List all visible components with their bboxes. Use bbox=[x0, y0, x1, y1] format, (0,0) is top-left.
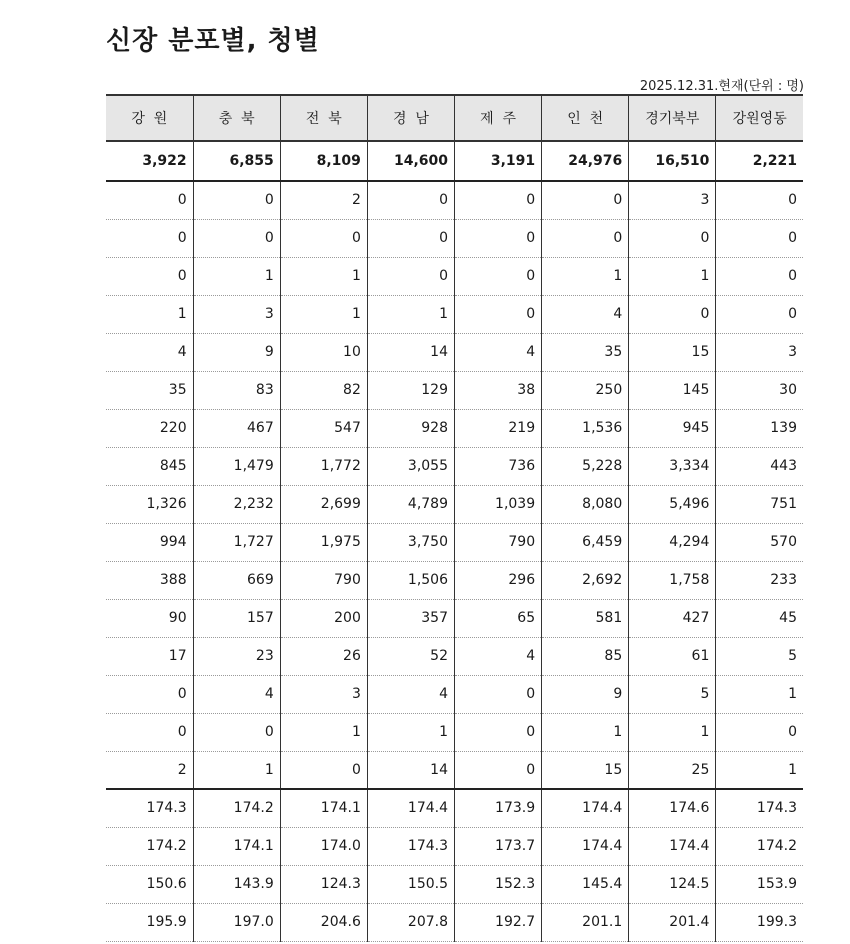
table-cell: 296 bbox=[455, 561, 542, 599]
column-header: 전 북 bbox=[280, 95, 367, 141]
column-header: 강원영동 bbox=[716, 95, 803, 141]
table-row bbox=[106, 371, 803, 409]
table-cell: 35 bbox=[106, 371, 193, 409]
stats-row bbox=[106, 903, 803, 941]
page-title: 신장 분포별, 청별 bbox=[106, 26, 320, 56]
table-row bbox=[106, 257, 803, 295]
table-cell: 0 bbox=[455, 751, 542, 789]
table-cell: 6,855 bbox=[193, 141, 280, 181]
table-cell: 45 bbox=[716, 599, 803, 637]
table-cell: 129 bbox=[367, 371, 454, 409]
table-cell: 0 bbox=[106, 219, 193, 257]
table-cell: 174.3 bbox=[106, 789, 193, 827]
table-cell: 4,789 bbox=[367, 485, 454, 523]
table-cell: 197.0 bbox=[193, 903, 280, 941]
table-cell: 5 bbox=[716, 637, 803, 675]
table-cell: 0 bbox=[455, 675, 542, 713]
table-cell: 0 bbox=[193, 713, 280, 751]
table-cell: 139 bbox=[716, 409, 803, 447]
table-cell: 6,459 bbox=[542, 523, 629, 561]
table-cell: 150.5 bbox=[367, 865, 454, 903]
table-cell: 124.3 bbox=[280, 865, 367, 903]
table-cell: 14 bbox=[367, 333, 454, 371]
table-cell: 219 bbox=[455, 409, 542, 447]
table-cell: 174.3 bbox=[716, 789, 803, 827]
table-cell: 0 bbox=[542, 181, 629, 219]
table-cell: 1,039 bbox=[455, 485, 542, 523]
table-cell: 4 bbox=[193, 675, 280, 713]
table-cell: 669 bbox=[193, 561, 280, 599]
table-cell: 0 bbox=[455, 713, 542, 751]
table-cell: 751 bbox=[716, 485, 803, 523]
table-cell: 0 bbox=[106, 713, 193, 751]
table-cell: 3 bbox=[716, 333, 803, 371]
table-cell: 174.4 bbox=[542, 827, 629, 865]
table-cell: 201.1 bbox=[542, 903, 629, 941]
table-cell: 250 bbox=[542, 371, 629, 409]
table-cell: 0 bbox=[629, 295, 716, 333]
table-cell: 35 bbox=[542, 333, 629, 371]
table-cell: 174.4 bbox=[367, 789, 454, 827]
table-cell: 0 bbox=[367, 257, 454, 295]
table-cell: 3,055 bbox=[367, 447, 454, 485]
table-row bbox=[106, 599, 803, 637]
table-cell: 1,772 bbox=[280, 447, 367, 485]
table-cell: 192.7 bbox=[455, 903, 542, 941]
table-cell: 357 bbox=[367, 599, 454, 637]
table-cell: 23 bbox=[193, 637, 280, 675]
table-cell: 204.6 bbox=[280, 903, 367, 941]
height-distribution-table bbox=[106, 94, 803, 942]
table-cell: 173.9 bbox=[455, 789, 542, 827]
table-cell: 1 bbox=[629, 713, 716, 751]
table-cell: 0 bbox=[455, 257, 542, 295]
table-cell: 174.2 bbox=[106, 827, 193, 865]
table-cell: 1 bbox=[106, 295, 193, 333]
table-cell: 4 bbox=[542, 295, 629, 333]
table-cell: 14 bbox=[367, 751, 454, 789]
table-cell: 1 bbox=[280, 295, 367, 333]
table-cell: 145.4 bbox=[542, 865, 629, 903]
table-cell: 174.2 bbox=[716, 827, 803, 865]
table-cell: 9 bbox=[193, 333, 280, 371]
table-cell: 0 bbox=[367, 219, 454, 257]
table-cell: 790 bbox=[455, 523, 542, 561]
table-cell: 0 bbox=[455, 219, 542, 257]
table-cell: 845 bbox=[106, 447, 193, 485]
table-cell: 52 bbox=[367, 637, 454, 675]
table-cell: 2,221 bbox=[716, 141, 803, 181]
table-cell: 581 bbox=[542, 599, 629, 637]
table-cell: 547 bbox=[280, 409, 367, 447]
table-cell: 1,479 bbox=[193, 447, 280, 485]
table-cell: 427 bbox=[629, 599, 716, 637]
table-cell: 1 bbox=[367, 295, 454, 333]
table-cell: 2 bbox=[106, 751, 193, 789]
table-cell: 1,506 bbox=[367, 561, 454, 599]
table-row bbox=[106, 713, 803, 751]
table-row bbox=[106, 523, 803, 561]
table-row bbox=[106, 409, 803, 447]
table-cell: 200 bbox=[280, 599, 367, 637]
table-row bbox=[106, 181, 803, 219]
table-cell: 8,080 bbox=[542, 485, 629, 523]
table-cell: 4 bbox=[106, 333, 193, 371]
table-cell: 157 bbox=[193, 599, 280, 637]
table-cell: 4,294 bbox=[629, 523, 716, 561]
table-cell: 25 bbox=[629, 751, 716, 789]
table-cell: 1,975 bbox=[280, 523, 367, 561]
table-cell: 0 bbox=[455, 181, 542, 219]
table-cell: 8,109 bbox=[280, 141, 367, 181]
table-row bbox=[106, 333, 803, 371]
table-cell: 0 bbox=[106, 181, 193, 219]
table-cell: 736 bbox=[455, 447, 542, 485]
table-cell: 14,600 bbox=[367, 141, 454, 181]
table-cell: 0 bbox=[106, 675, 193, 713]
table-cell: 3 bbox=[193, 295, 280, 333]
table-cell: 2 bbox=[280, 181, 367, 219]
table-cell: 0 bbox=[280, 751, 367, 789]
column-header: 제 주 bbox=[455, 95, 542, 141]
table-cell: 220 bbox=[106, 409, 193, 447]
table-cell: 61 bbox=[629, 637, 716, 675]
table-cell: 2,692 bbox=[542, 561, 629, 599]
table-cell: 467 bbox=[193, 409, 280, 447]
table-cell: 0 bbox=[106, 257, 193, 295]
table-cell: 1 bbox=[542, 713, 629, 751]
table-cell: 0 bbox=[716, 295, 803, 333]
table-cell: 3 bbox=[629, 181, 716, 219]
table-row bbox=[106, 219, 803, 257]
table-cell: 4 bbox=[455, 333, 542, 371]
table-cell: 0 bbox=[716, 713, 803, 751]
table-cell: 195.9 bbox=[106, 903, 193, 941]
table-cell: 150.6 bbox=[106, 865, 193, 903]
table-cell: 24,976 bbox=[542, 141, 629, 181]
table-cell: 1 bbox=[716, 751, 803, 789]
table-cell: 5,496 bbox=[629, 485, 716, 523]
table-cell: 174.4 bbox=[542, 789, 629, 827]
table-cell: 443 bbox=[716, 447, 803, 485]
table-cell: 3,191 bbox=[455, 141, 542, 181]
table-cell: 85 bbox=[542, 637, 629, 675]
table-row bbox=[106, 447, 803, 485]
table-cell: 994 bbox=[106, 523, 193, 561]
table-cell: 3,922 bbox=[106, 141, 193, 181]
table-cell: 0 bbox=[280, 219, 367, 257]
table-cell: 928 bbox=[367, 409, 454, 447]
table-cell: 83 bbox=[193, 371, 280, 409]
date-unit-note: 2025.12.31.현재(단위 : 명) bbox=[639, 79, 804, 94]
table-cell: 174.3 bbox=[367, 827, 454, 865]
table-cell: 173.7 bbox=[455, 827, 542, 865]
table-cell: 207.8 bbox=[367, 903, 454, 941]
table-cell: 2,699 bbox=[280, 485, 367, 523]
table-cell: 1 bbox=[280, 713, 367, 751]
table-cell: 65 bbox=[455, 599, 542, 637]
column-header: 강 원 bbox=[106, 95, 193, 141]
table-cell: 153.9 bbox=[716, 865, 803, 903]
table-cell: 143.9 bbox=[193, 865, 280, 903]
table-cell: 0 bbox=[716, 181, 803, 219]
table-cell: 1,536 bbox=[542, 409, 629, 447]
table-cell: 3,334 bbox=[629, 447, 716, 485]
table-row bbox=[106, 637, 803, 675]
table-cell: 388 bbox=[106, 561, 193, 599]
table-cell: 1 bbox=[280, 257, 367, 295]
table-cell: 174.0 bbox=[280, 827, 367, 865]
table-cell: 0 bbox=[367, 181, 454, 219]
column-header: 인 천 bbox=[542, 95, 629, 141]
table-cell: 570 bbox=[716, 523, 803, 561]
table-cell: 15 bbox=[542, 751, 629, 789]
stats-row bbox=[106, 789, 803, 827]
table-cell: 233 bbox=[716, 561, 803, 599]
column-header: 충 북 bbox=[193, 95, 280, 141]
column-header: 경 남 bbox=[367, 95, 454, 141]
table-cell: 0 bbox=[716, 257, 803, 295]
table-cell: 174.1 bbox=[193, 827, 280, 865]
table-cell: 145 bbox=[629, 371, 716, 409]
table-row bbox=[106, 675, 803, 713]
table-cell: 26 bbox=[280, 637, 367, 675]
table-cell: 0 bbox=[193, 219, 280, 257]
table-cell: 5 bbox=[629, 675, 716, 713]
table-cell: 10 bbox=[280, 333, 367, 371]
table-cell: 0 bbox=[542, 219, 629, 257]
table-cell: 0 bbox=[193, 181, 280, 219]
table-cell: 0 bbox=[455, 295, 542, 333]
table-cell: 1 bbox=[629, 257, 716, 295]
stats-row bbox=[106, 827, 803, 865]
table-body bbox=[106, 141, 803, 941]
table-cell: 3,750 bbox=[367, 523, 454, 561]
table-cell: 1 bbox=[716, 675, 803, 713]
total-row bbox=[106, 141, 803, 181]
table-cell: 16,510 bbox=[629, 141, 716, 181]
table-row bbox=[106, 561, 803, 599]
table-cell: 1 bbox=[193, 751, 280, 789]
table-cell: 174.2 bbox=[193, 789, 280, 827]
table-cell: 3 bbox=[280, 675, 367, 713]
table-cell: 15 bbox=[629, 333, 716, 371]
table-cell: 152.3 bbox=[455, 865, 542, 903]
table-cell: 174.1 bbox=[280, 789, 367, 827]
column-header: 경기북부 bbox=[629, 95, 716, 141]
table-cell: 38 bbox=[455, 371, 542, 409]
table-cell: 790 bbox=[280, 561, 367, 599]
table-row bbox=[106, 485, 803, 523]
table-cell: 174.4 bbox=[629, 827, 716, 865]
table-cell: 30 bbox=[716, 371, 803, 409]
table-cell: 1 bbox=[367, 713, 454, 751]
table-cell: 199.3 bbox=[716, 903, 803, 941]
table-cell: 1,727 bbox=[193, 523, 280, 561]
table-cell: 124.5 bbox=[629, 865, 716, 903]
table-row bbox=[106, 295, 803, 333]
table-cell: 90 bbox=[106, 599, 193, 637]
table-cell: 1 bbox=[542, 257, 629, 295]
table-row bbox=[106, 751, 803, 789]
table-cell: 2,232 bbox=[193, 485, 280, 523]
table-cell: 945 bbox=[629, 409, 716, 447]
table-cell: 1 bbox=[193, 257, 280, 295]
table-cell: 201.4 bbox=[629, 903, 716, 941]
table-cell: 1,758 bbox=[629, 561, 716, 599]
header-row bbox=[106, 95, 803, 141]
table-cell: 4 bbox=[367, 675, 454, 713]
table-cell: 9 bbox=[542, 675, 629, 713]
table-cell: 174.6 bbox=[629, 789, 716, 827]
table-cell: 82 bbox=[280, 371, 367, 409]
table-cell: 0 bbox=[716, 219, 803, 257]
table-cell: 0 bbox=[629, 219, 716, 257]
table-cell: 1,326 bbox=[106, 485, 193, 523]
table-cell: 5,228 bbox=[542, 447, 629, 485]
stats-row bbox=[106, 865, 803, 903]
table-cell: 4 bbox=[455, 637, 542, 675]
table-cell: 17 bbox=[106, 637, 193, 675]
